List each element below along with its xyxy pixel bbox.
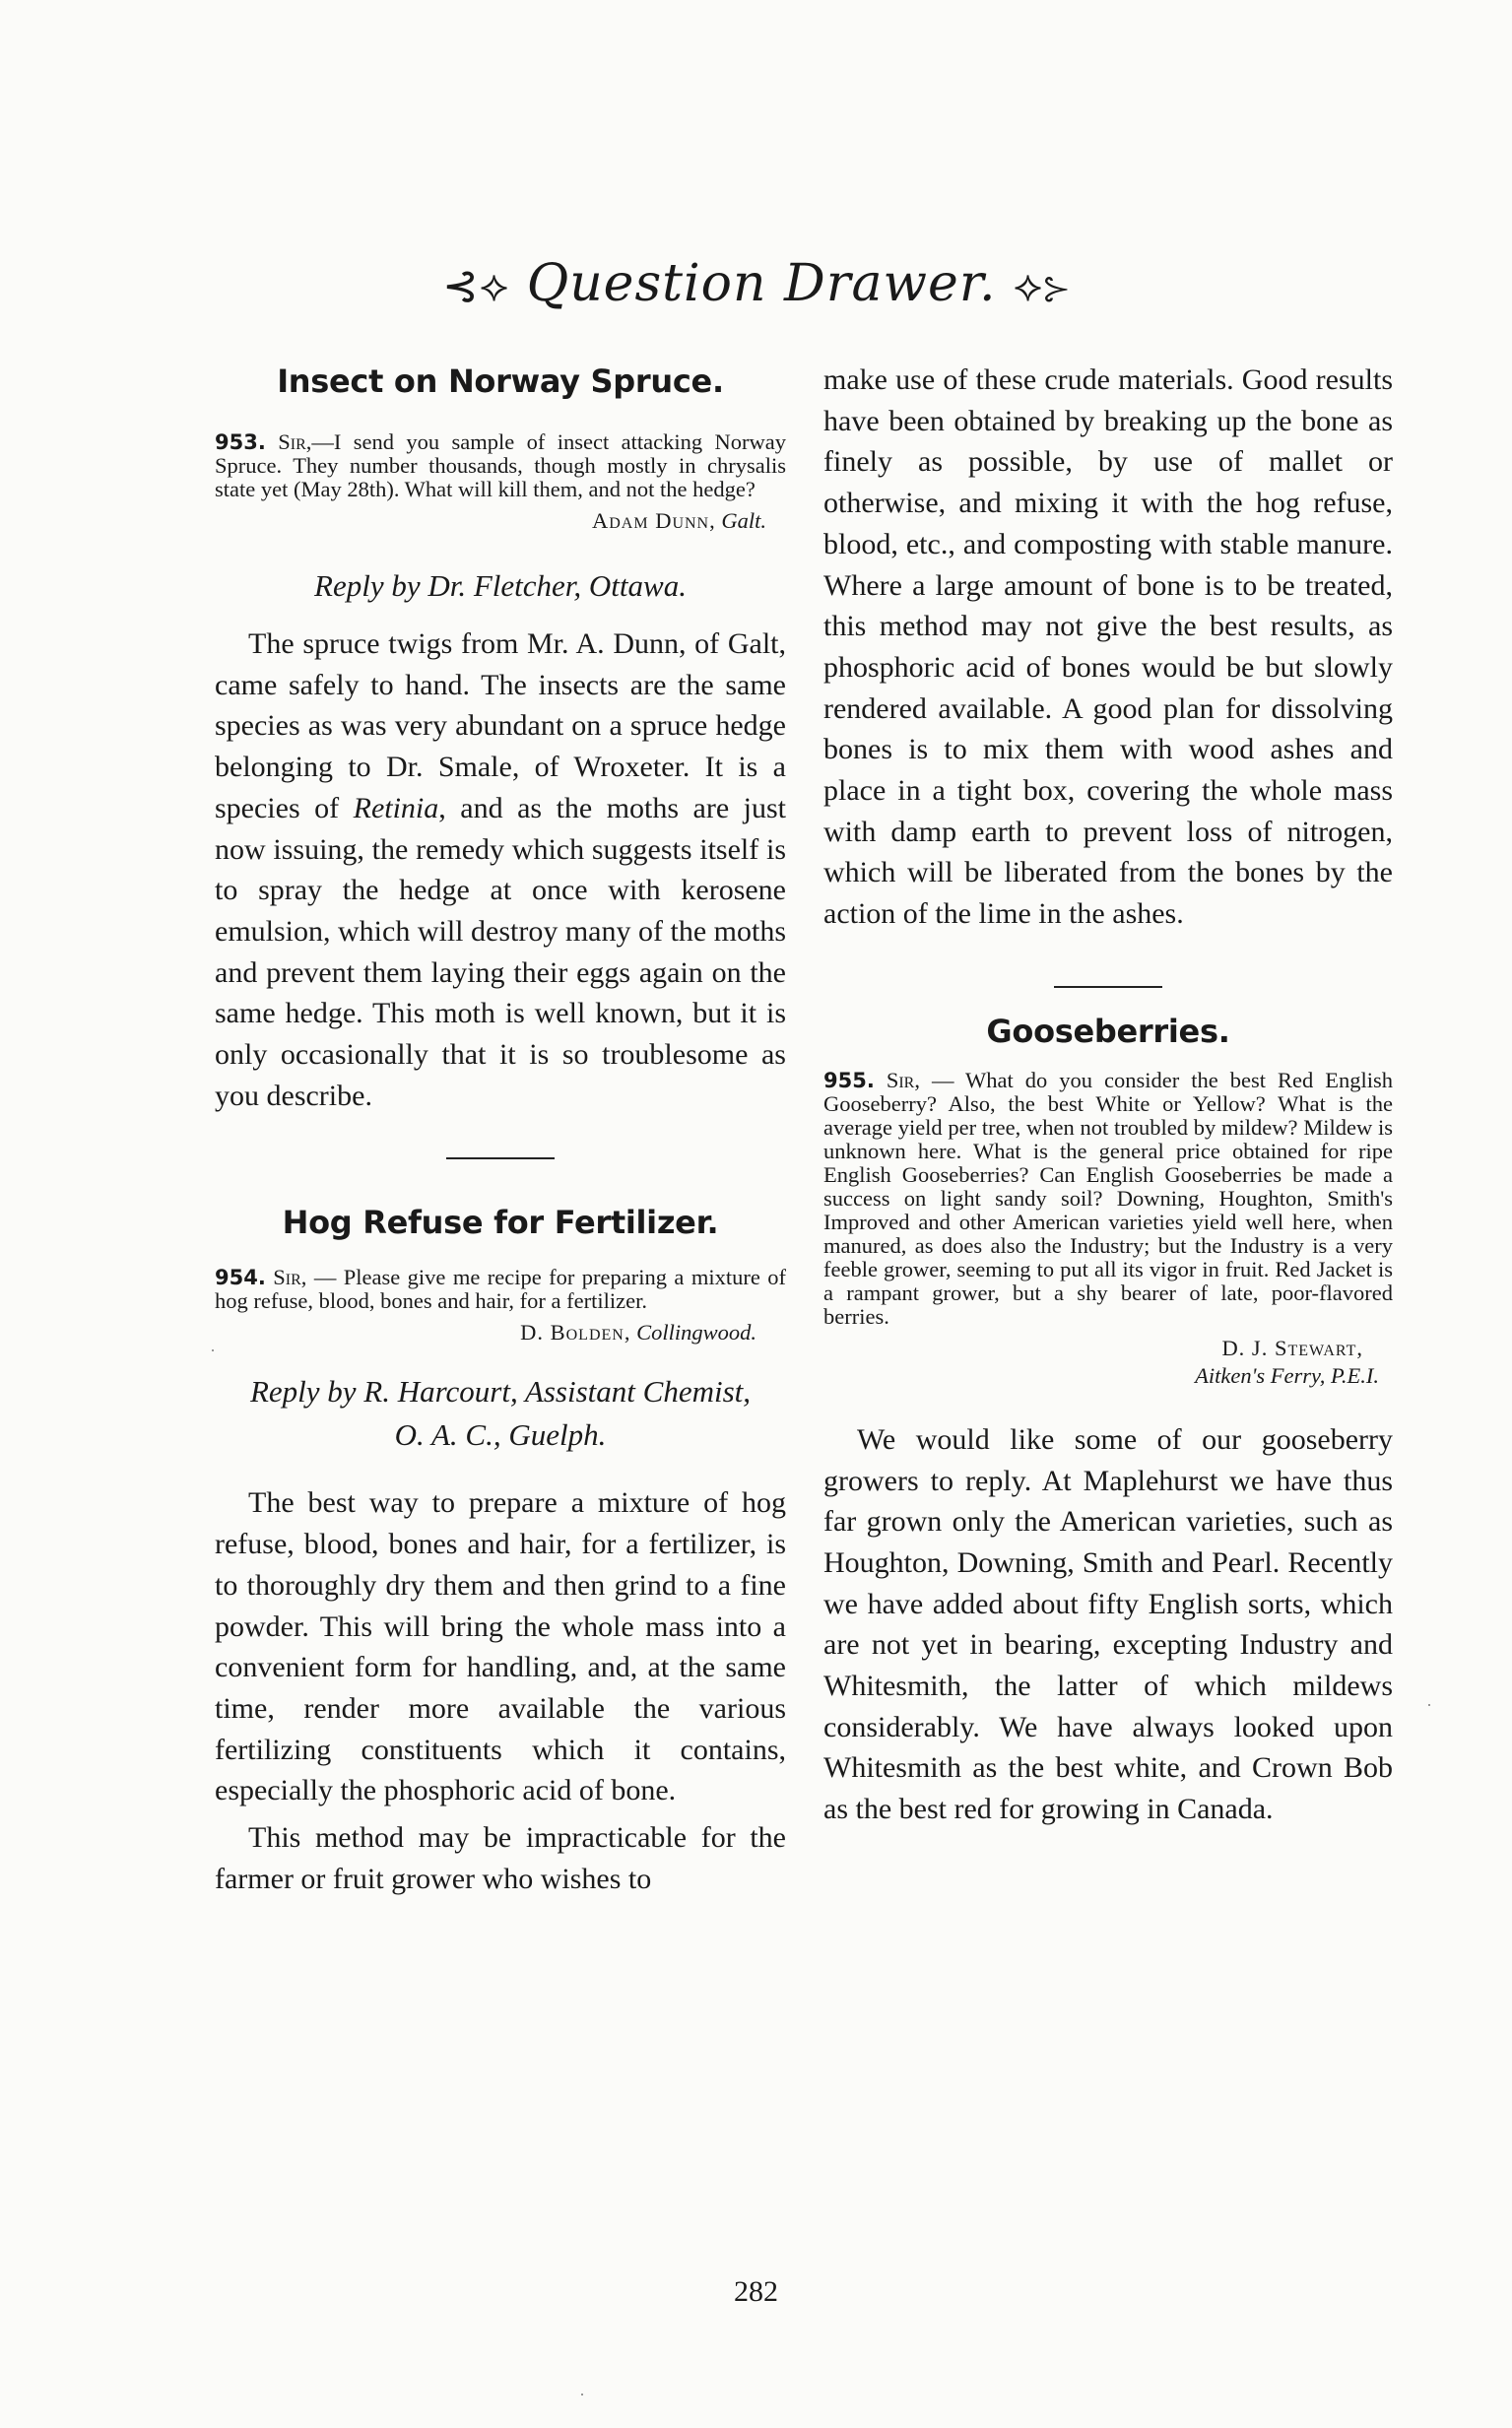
reply-by-954-line1: Reply by R. Harcourt, Assistant Chemist, bbox=[249, 1374, 752, 1410]
signature-place: Galt. bbox=[721, 508, 766, 533]
signature-954 bbox=[215, 1319, 786, 1346]
right-column bbox=[823, 360, 1393, 1830]
signature-955-place bbox=[823, 1362, 1393, 1390]
question-text: , — Please give me recipe for preparing a mixture of hog refuse, blood, bones and hair, for a fertilizer. bbox=[215, 1265, 786, 1314]
question-955 bbox=[823, 1069, 1393, 1329]
reply-954-paragraph-1: The best way to prepare a mixture of hog refuse, blood, bones and hair, for a fertilizer, is to thoroughly dry them and then grind to a fine powder. This will bring the whole mass into a convenient form for handling, and, at the same time, render more available the various fertilizing constituents which it contains, especially the phosphoric acid of bone. bbox=[215, 1486, 786, 1807]
scan-speck bbox=[1428, 1704, 1430, 1706]
page-number: 282 bbox=[734, 2275, 778, 2308]
reply-text: The spruce twigs from Mr. A. Dunn, of Galt, came safely to hand. The insects are the same species as was very abundant on a spruce hedge belonging to Dr. Smale, of Wroxeter. It is a species of bbox=[215, 627, 786, 824]
reply-953 bbox=[215, 623, 786, 1116]
signature-953 bbox=[215, 507, 786, 535]
ornament-right-icon: ⟡⊱ bbox=[1014, 261, 1070, 311]
reply-954-continuation: make use of these crude materials. Good results have been obtained by breaking up the bone as finely as possible, by use of mallet or otherwise, and mixing it with the hog refuse, blood, etc., and composting with stable manure. Where a large amount of bone is to be treated, this method may not give the best results, as phosphoric acid of bones would be but slowly rendered available. A good plan for dissolving bones is to mix them with wood ashes and place in a tight box, covering the whole mass with damp earth to prevent loss of nitrogen, which will be liberated from the bones by the action of the lime in the ashes. bbox=[823, 363, 1393, 931]
signature-955-name bbox=[823, 1335, 1393, 1362]
reply-text-cont: , and as the moths are just now issuing, the remedy which suggests itself is to spray the hedge at once with kerosene emulsion, which will destroy many of the moths and prevent them laying their eggs again on the same hedge. This moth is well known, but it is only occasionally that it is so troublesome as you describe. bbox=[215, 791, 787, 1112]
heading-insect-norway-spruce: Insect on Norway Spruce. bbox=[277, 362, 724, 400]
signature-name: D. Bolden, bbox=[520, 1320, 631, 1345]
signature-place: Aitken's Ferry, P.E.I. bbox=[1195, 1362, 1379, 1388]
signature-place: Collingwood. bbox=[636, 1320, 756, 1345]
scan-speck bbox=[581, 2394, 583, 2395]
left-column bbox=[215, 360, 786, 1899]
question-number: 955. bbox=[823, 1068, 875, 1092]
reply-italic-term: Retinia bbox=[353, 791, 439, 824]
signature-name: D. J. Stewart, bbox=[1221, 1335, 1363, 1360]
question-text: ,—I send you sample of insect attacking Norway Spruce. They number thousands, though mostly in chrysalis state yet (May 28th). What will kill them, and not the hedge? bbox=[215, 429, 787, 501]
question-953 bbox=[215, 430, 786, 501]
reply-954-paragraph-2: This method may be impracticable for the farmer or fruit grower who wishes to bbox=[215, 1821, 786, 1895]
question-954 bbox=[215, 1266, 786, 1313]
question-number: 953. bbox=[215, 430, 266, 454]
salutation: Sir bbox=[278, 429, 306, 454]
page-title bbox=[0, 254, 1512, 313]
page-title-text: Question Drawer. bbox=[526, 254, 997, 313]
ornament-left-icon: ⊰⟡ bbox=[442, 261, 510, 311]
question-text: , — What do you consider the best Red English Gooseberry? Also, the best White or Yellow? What is the average yield per tree, when not troubled by mildew? Mildew is unknown here. What is the general price obtained for ripe English Gooseberries? Can English Gooseberries be made a success on light sandy soil? Downing, Houghton, Smith's Improved and other American varieties yield well here, when manured, as does also the Industry; but the Industry is a very feeble grower, seeming to put all its vigor in fruit. Red Jacket is a rampant grower, but a shy bearer of late, poor-flavored berries. bbox=[823, 1067, 1393, 1329]
reply-by-953: Reply by Dr. Fletcher, Ottawa. bbox=[314, 568, 687, 603]
editor-reply-955: We would like some of our gooseberry growers to reply. At Maplehurst we have thus far grown only the American varieties, such as Houghton, Downing, Smith and Pearl. Recently we have added about fifty English sorts, which are not yet in bearing, excepting Industry and Whitesmith, the latter of which mildews considerably. We have always looked upon Whitesmith as the best white, and Crown Bob as the best red for growing in Canada. bbox=[823, 1422, 1393, 1826]
question-number: 954. bbox=[215, 1266, 266, 1290]
salutation: Sir bbox=[886, 1067, 915, 1092]
salutation: Sir bbox=[273, 1265, 301, 1290]
scan-speck bbox=[212, 1349, 214, 1351]
signature-name: Adam Dunn, bbox=[591, 508, 716, 533]
heading-hog-refuse: Hog Refuse for Fertilizer. bbox=[282, 1204, 719, 1242]
reply-by-954-line2: O. A. C., Guelph. bbox=[394, 1417, 607, 1453]
heading-gooseberries: Gooseberries. bbox=[986, 1012, 1230, 1050]
